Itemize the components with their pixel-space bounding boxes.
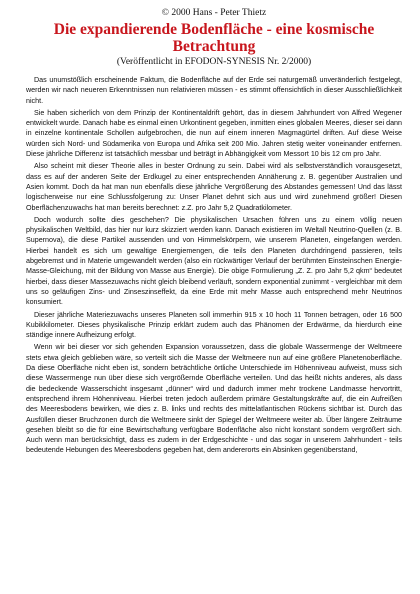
paragraph: Wenn wir bei dieser vor sich gehenden Expansion voraussetzen, dass die globale Wassermenge der Weltmeere stets etwa gleich geblieben wäre, so verteilt sich die Masse der Weltmeere nun auf eine größere Planetenoberfläche. Da diese Oberfläche nicht eben ist, sondern beträchtliche örtliche Unterschiede im Höhenniveau aufweist, muss sich diese Wassermenge nun über diese sich vergrößernde Oberfläche verteilen. Und das heißt nichts anderes, als dass die bedeckende Wasserschicht insgesamt „dünner“ wird und dadurch immer mehr trockene Landmasse hervortritt, entsprechend ihrem Höhenniveau. Hierbei treten jedoch außerdem primäre Gestaltungskräfte auf, die ein Aufreißen des Meeresbodens bewirken, wie dies z. B. links und rechts des mittelatlantischen Rückens sichtbar ist. Durch das Ausfüllen dieser Bruchzonen durch die Weltmeere sinkt der Spiegel der Weltmeere weiter ab. Über längere Zeiträume gesehen bleibt so die für eine Bewirtschaftung verfügbare Bodenfläche also nicht konstant sondern vergrößert sich. Auch wenn man berücksichtigt, dass es zudem in der Erdgeschichte - und das sogar in unserem Jahrhundert - teils bedeutende Hebungen des Meeresbodens gegeben hat, dem andererorts ein Absinken gegenüberstand, <box>26 343 402 455</box>
article-body <box>26 75 402 456</box>
article-title: Die expandierende Bodenfläche - eine kosmische Betrachtung <box>53 21 375 55</box>
paragraph: Dieser jährliche Materiezuwachs unseres Planeten soll immerhin 915 x 10 hoch 11 Tonnen betragen, oder 16 500 Kubikkilometer. Dieses physikalische Prinzip erklärt zudem auch das Phänomen der Erdwärme, da hierdurch eine ständige innere Aufheizung erfolgt. <box>26 310 402 340</box>
publication-note: (Veröffentlicht in EFODON-SYNESIS Nr. 2/2000) <box>116 57 312 67</box>
paragraph: Sie haben sicherlich von dem Prinzip der Kontinentaldrift gehört, das in diesem Jahrhundert von Alfred Wegener entwickelt wurde. Danach habe es einmal einen Urkontinent gegeben, inmitten eines globalen Meeres, dieser sei dann in einzelne kontinentale Schollen aufgebrochen, die nun auf einem inneren Magmagürtel driften. Auf diese Weise würden sich Nord- und Südamerika von Europa und Afrika seit 200 Mio. Jahren stetig weiter voneinander entfernen. Diese jährliche Differenz ist tatsächlich messbar und beträgt in Abhängigkeit vom Messort 10 bis 12 cm pro Jahr. <box>26 108 402 159</box>
paragraph: Das unumstößlich erscheinende Faktum, die Bodenfläche auf der Erde sei naturgemäß unveränderlich festgelegt, werden wir nach neueren Erkenntnissen nun relativieren müssen - es stimmt offensichtlich in dieser Ausschließlichkeit nicht. <box>26 76 402 105</box>
copyright-line: © 2000 Hans - Peter Thietz <box>161 8 267 18</box>
paragraph: Also scheint mit dieser Theorie alles in bester Ordnung zu sein. Dabei wird als selbstverständlich vorausgesetzt, dass es auf der anderen Seite der Erdkugel zu einer entsprechenden Annäherung z. B. gegenüber Australien und Asien kommt. Doch da hat man nun ebenfalls diese jährliche Vergrößerung des Abstandes gemessen! Und das lässt logischerweise nur eine Schlussfolgerung zu: Unser Planet dehnt sich aus und wird zunehmend größer! Diesen Oberflächenzuwachs hat man bereits berechnet: z.Z. pro Jahr 5,2 Quadratkilometer. <box>26 162 402 212</box>
paragraph: Doch wodurch sollte dies geschehen? Die physikalischen Ursachen führen uns zu einem völlig neuen physikalischen Weltbild, das hier nur kurz skizziert werden kann. Danach existieren im Weltall Neutrino-Quellen (z. B. Supernova), die diese Partikel aussenden und von Himmelskörpern, wie unserem Planeten, eingefangen werden. Hierbei handelt es sich um gewaltige Energiemengen, die teils den Planeten durchdringend passieren, teils abgebremst und in Materie umgewandelt werden (also ein rückwärtiger Verlauf der berühmten Einsteinschen Energie-Masse-Gleichung, mit der Bildung von Masse aus Energie). Die obige Formulierung „Z. Z. pro Jahr 5,2 qkm“ bedeutet hierbei, dass dieser Massezuwachs nicht gleich bleibend verläuft, sondern exponential zunimmt - vergleichbar mit dem uns so geläufigen Zins- und Zinseszinseffekt, da eine Erde mit mehr Masse auch entsprechend mehr Neutrinos konsumiert. <box>26 215 402 307</box>
